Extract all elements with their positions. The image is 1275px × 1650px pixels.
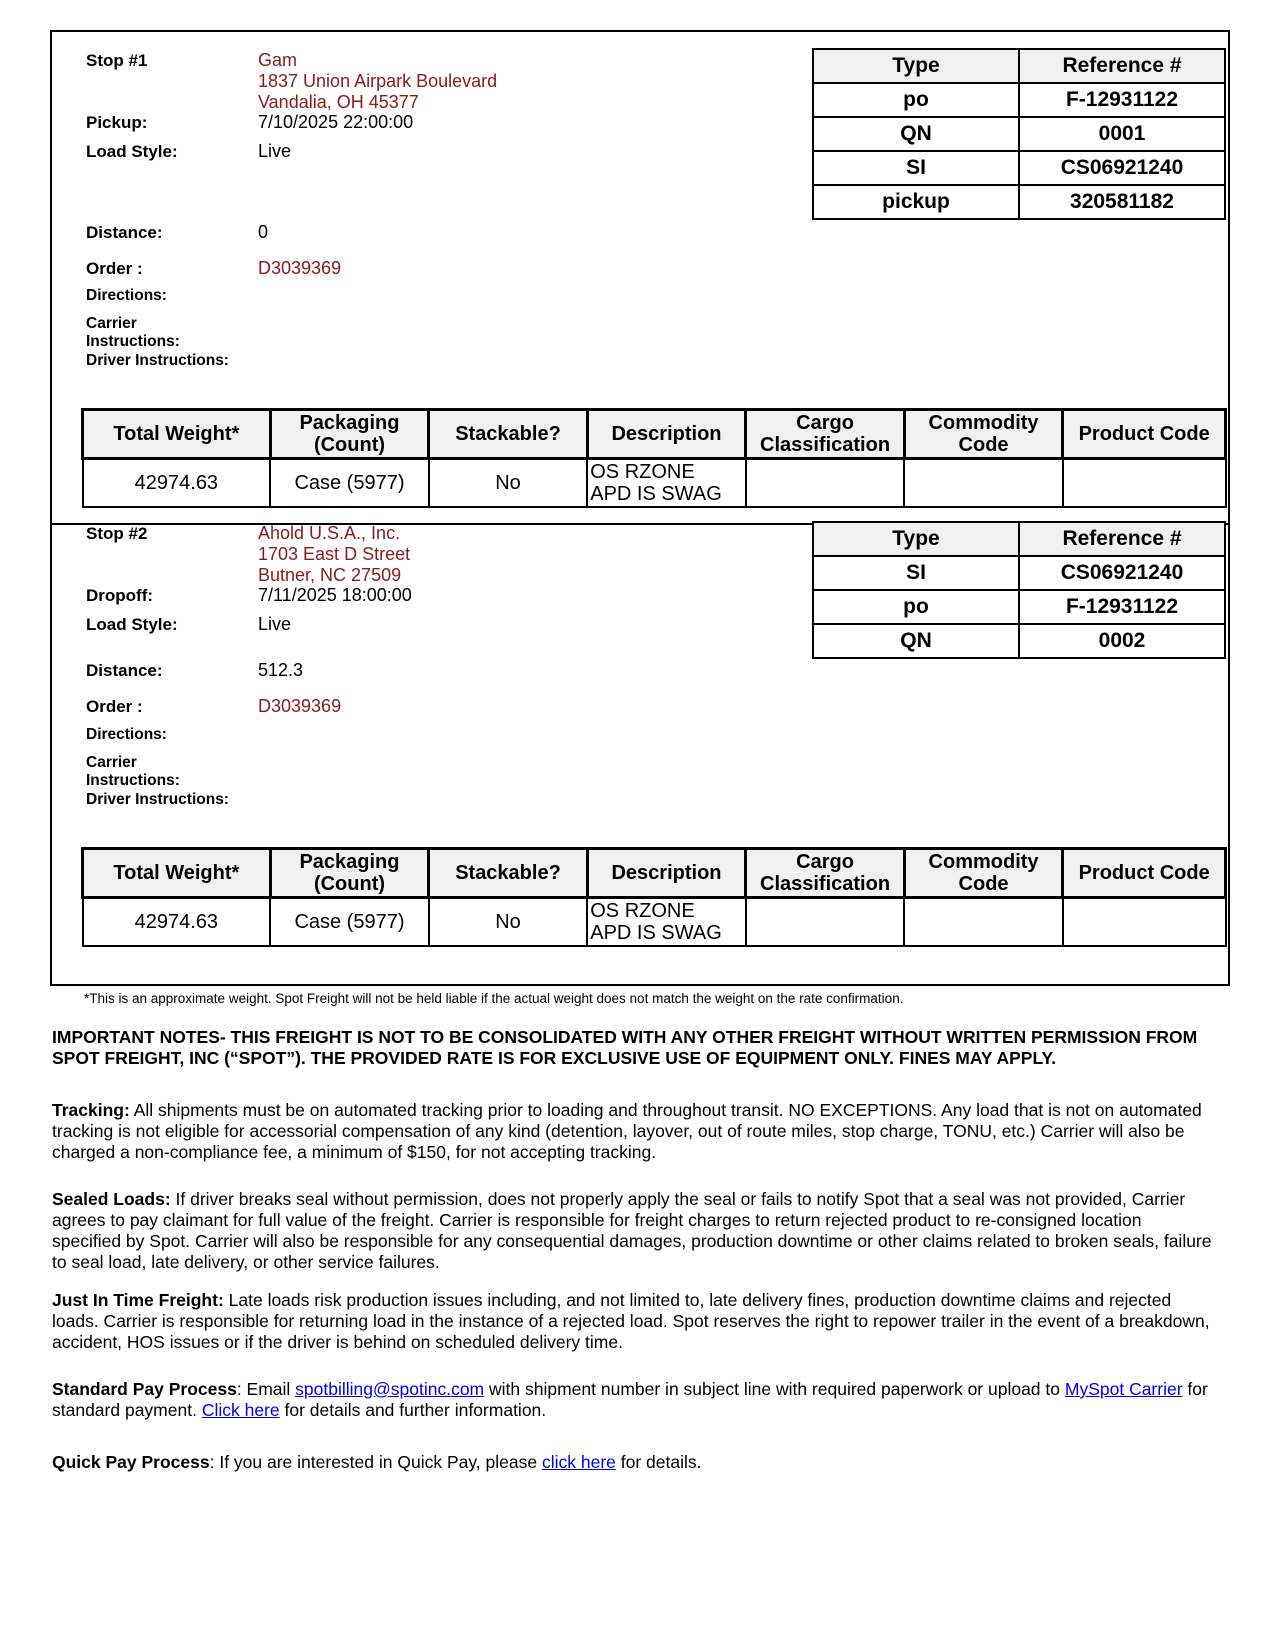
cell-cargo — [746, 459, 905, 508]
table-row — [813, 83, 1225, 117]
header-cargo-classification: Cargo Classification — [746, 849, 905, 898]
header-packaging: Packaging (Count) — [270, 849, 429, 898]
cell-cargo — [746, 898, 905, 947]
ref-type: po — [813, 590, 1019, 624]
tracking-text: All shipments must be on automated tracking prior to loading and throughout transit. NO EXCEPTIONS. Any load that is not on automated tracking is not eligible for accessorial compensation of any kind (detention, layover, out of route miles, stop charge, TONU, etc.) Carrier will also be charged a non-compliance fee, a minimum of $150, for not accepting tracking. — [52, 1100, 1202, 1162]
stop-company: Ahold U.S.A., Inc. — [258, 523, 401, 543]
order-value: D3039369 — [258, 696, 342, 716]
reference-table — [812, 521, 1226, 659]
stop-address-line1: 1703 East D Street — [258, 544, 411, 564]
cell-product — [1063, 898, 1226, 947]
cell-packaging: Case (5977) — [270, 459, 429, 508]
weight-disclaimer: *This is an approximate weight. Spot Freight will not be held liable if the actual weight does not match the weight on the rate confirmation. — [84, 991, 904, 1006]
tracking-paragraph — [52, 1100, 1212, 1163]
cell-commodity — [904, 459, 1063, 508]
order-label: Order : — [86, 259, 143, 278]
cell-stackable: No — [429, 898, 588, 947]
jit-paragraph — [52, 1290, 1212, 1353]
header-commodity-code: Commodity Code — [904, 849, 1063, 898]
header-product-code: Product Code — [1063, 849, 1226, 898]
stop-address-line2: Butner, NC 27509 — [258, 565, 402, 585]
ref-type: SI — [813, 556, 1019, 590]
stop-2-section — [50, 523, 1230, 986]
table-row — [83, 459, 1226, 508]
ref-type: pickup — [813, 185, 1019, 219]
ref-header-reference: Reference # — [1019, 49, 1225, 83]
standard-pay-text-2: with shipment number in subject line with required paperwork or upload to — [484, 1379, 1065, 1399]
header-stackable: Stackable? — [429, 849, 588, 898]
jit-text: Late loads risk production issues including, and not limited to, late delivery fines, production downtime claims and rejected loads. Carrier is responsible for returning load in the instance of a rejected load. Spot reserves the right to repower trailer in the event of a breakdown, accident, HOS issues or if the driver is behind on scheduled delivery time. — [52, 1290, 1210, 1352]
time-value: 7/11/2025 18:00:00 — [258, 585, 412, 605]
quick-pay-text-2: for details. — [615, 1452, 702, 1472]
directions-label: Directions: — [86, 287, 167, 304]
cell-packaging: Case (5977) — [270, 898, 429, 947]
table-row — [813, 151, 1225, 185]
carrier-instructions-label: Carrier — [86, 315, 137, 332]
ref-number: 320581182 — [1019, 185, 1225, 219]
header-stackable: Stackable? — [429, 410, 588, 459]
table-row — [813, 185, 1225, 219]
order-value: D3039369 — [258, 258, 342, 278]
important-notes: IMPORTANT NOTES- THIS FREIGHT IS NOT TO BE CONSOLIDATED WITH ANY OTHER FREIGHT WITHOUT WRITTEN PERMISSION FROM SPOT FREIGHT, INC (“SPOT”). THE PROVIDED RATE IS FOR EXCLUSIVE USE OF EQUIPMENT ONLY. FINES MAY APPLY. — [52, 1027, 1198, 1068]
standard-pay-text-1: : Email — [236, 1379, 296, 1399]
order-label: Order : — [86, 697, 143, 716]
billing-email-link[interactable]: spotbilling@spotinc.com — [295, 1379, 485, 1399]
driver-instructions-label: Driver Instructions: — [86, 352, 229, 369]
stop-address-line1: 1837 Union Airpark Boulevard — [258, 71, 498, 91]
standard-pay-title: Standard Pay Process — [52, 1379, 237, 1399]
reference-table — [812, 48, 1226, 220]
ref-header-reference: Reference # — [1019, 522, 1225, 556]
standard-pay-text-3: for standard payment. — [52, 1379, 1208, 1420]
table-row — [813, 117, 1225, 151]
stop-1-section — [50, 30, 1230, 525]
quick-pay-title: Quick Pay Process — [52, 1452, 210, 1472]
load-style-value: Live — [258, 614, 292, 634]
standard-pay-click-here-link[interactable]: Click here — [201, 1400, 280, 1420]
items-table — [81, 847, 1227, 947]
cell-product — [1063, 459, 1226, 508]
quick-pay-paragraph — [52, 1452, 1212, 1473]
standard-pay-paragraph — [52, 1379, 1212, 1421]
load-style-label: Load Style: — [86, 142, 178, 161]
distance-label: Distance: — [86, 223, 163, 242]
ref-number: 0001 — [1019, 117, 1225, 151]
load-style-label: Load Style: — [86, 615, 178, 634]
cell-description: OS RZONE APD IS SWAG — [587, 459, 746, 508]
ref-number: 0002 — [1019, 624, 1225, 658]
table-row — [813, 624, 1225, 658]
ref-type: QN — [813, 624, 1019, 658]
ref-number: CS06921240 — [1019, 151, 1225, 185]
cell-commodity — [904, 898, 1063, 947]
table-row — [813, 556, 1225, 590]
tracking-title: Tracking: — [52, 1100, 130, 1120]
table-row — [813, 590, 1225, 624]
sealed-loads-text: If driver breaks seal without permission, does not properly apply the seal or fails to notify Spot that a seal was not provided, Carrier agrees to pay claimant for full value of the freight. Carrier is responsible for freight charges to return rejected product to re-consigned location specified by Spot. Carrier will also be responsible for any consequential damages, production downtime or other claims related to broken seals, failure to seal load, late delivery, or other service failures. — [52, 1189, 1212, 1272]
header-description: Description — [587, 849, 746, 898]
ref-number: CS06921240 — [1019, 556, 1225, 590]
myspot-carrier-link[interactable]: MySpot Carrier — [1064, 1379, 1183, 1399]
ref-header-type: Type — [813, 522, 1019, 556]
time-label: Pickup: — [86, 113, 148, 132]
sealed-loads-paragraph — [52, 1189, 1212, 1273]
quick-pay-text-1: : If you are interested in Quick Pay, please — [209, 1452, 542, 1472]
header-description: Description — [587, 410, 746, 459]
ref-header-type: Type — [813, 49, 1019, 83]
header-packaging: Packaging (Count) — [270, 410, 429, 459]
ref-type: SI — [813, 151, 1019, 185]
ref-number: F-12931122 — [1019, 590, 1225, 624]
header-product-code: Product Code — [1063, 410, 1226, 459]
load-style-value: Live — [258, 141, 292, 161]
distance-label: Distance: — [86, 661, 163, 680]
quick-pay-click-here-link[interactable]: click here — [541, 1452, 616, 1472]
distance-value: 0 — [258, 222, 269, 242]
header-cargo-classification: Cargo Classification — [746, 410, 905, 459]
cell-weight: 42974.63 — [83, 898, 271, 947]
cell-description: OS RZONE APD IS SWAG — [587, 898, 746, 947]
driver-instructions-label: Driver Instructions: — [86, 791, 229, 808]
stop-company: Gam — [258, 50, 298, 70]
stop-label: Stop #2 — [86, 524, 148, 543]
ref-number: F-12931122 — [1019, 83, 1225, 117]
carrier-instructions-label-2: Instructions: — [86, 772, 180, 789]
header-total-weight: Total Weight* — [83, 410, 271, 459]
cell-stackable: No — [429, 459, 588, 508]
standard-pay-text-4: for details and further information. — [279, 1400, 547, 1420]
carrier-instructions-label: Carrier — [86, 754, 137, 771]
ref-type: QN — [813, 117, 1019, 151]
time-value: 7/10/2025 22:00:00 — [258, 112, 414, 132]
time-label: Dropoff: — [86, 586, 154, 605]
cell-weight: 42974.63 — [83, 459, 271, 508]
carrier-instructions-label-2: Instructions: — [86, 333, 180, 350]
header-total-weight: Total Weight* — [83, 849, 271, 898]
distance-value: 512.3 — [258, 660, 304, 680]
stop-address-line2: Vandalia, OH 45377 — [258, 92, 419, 112]
items-table — [81, 408, 1227, 508]
jit-title: Just In Time Freight: — [52, 1290, 224, 1310]
sealed-loads-title: Sealed Loads: — [52, 1189, 171, 1209]
ref-type: po — [813, 83, 1019, 117]
directions-label: Directions: — [86, 726, 167, 743]
table-row — [83, 898, 1226, 947]
stop-label: Stop #1 — [86, 51, 148, 70]
header-commodity-code: Commodity Code — [904, 410, 1063, 459]
